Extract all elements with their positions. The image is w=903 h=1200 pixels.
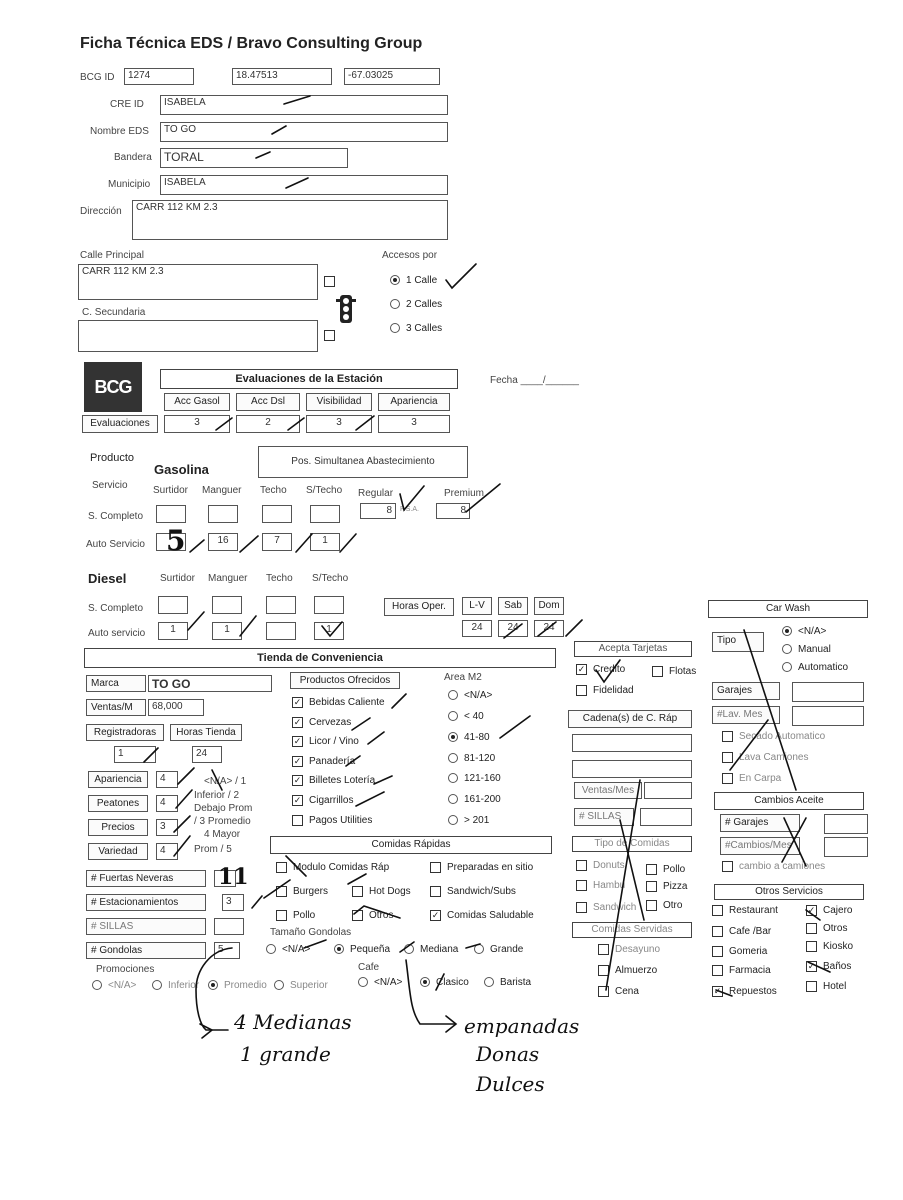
lav-mes-label[interactable]: #Lav. Mes [712, 706, 780, 724]
area-option-121-160[interactable]: 121-160 [448, 773, 501, 784]
otros-hotel[interactable]: Hotel [806, 981, 846, 992]
peatones-label[interactable]: Peatones [88, 795, 148, 812]
garajes-field[interactable] [792, 682, 864, 702]
gas-s-completo-manguer[interactable] [208, 505, 238, 523]
handwritten-note-donas: Donas [476, 1042, 540, 1066]
servida-desayuno[interactable]: Desayuno [598, 944, 660, 955]
comidas-rapidas-header: Comidas Rápidas [270, 836, 552, 854]
eval-col-visibilidad[interactable]: Visibilidad [306, 393, 372, 411]
area-option-40[interactable]: < 40 [448, 711, 484, 722]
otros-kiosko[interactable]: Kiosko [806, 941, 853, 952]
comida-burgers[interactable]: Burgers [276, 886, 328, 897]
ventas-mes-c-label[interactable]: Ventas/Mes [574, 782, 642, 799]
registradoras-field[interactable]: 1 [114, 746, 156, 763]
peatones-field[interactable]: 4 [156, 795, 178, 812]
municipio-label: Municipio [108, 179, 151, 190]
municipio-field[interactable]: ISABELA [160, 175, 448, 195]
precios-field[interactable]: 3 [156, 819, 178, 836]
producto-cervezas[interactable]: ✓ Cervezas [293, 717, 352, 729]
cafe-option-barista[interactable]: Barista [484, 977, 531, 988]
otros-gomeria[interactable]: Gomeria [712, 946, 767, 957]
tipo-pollo[interactable]: Pollo [646, 864, 685, 875]
gas-auto-servicio-label: Auto Servicio [86, 539, 145, 550]
evaluaciones-header: Evaluaciones de la Estación [160, 369, 458, 389]
dsl-auto-surtidor[interactable]: 1 [158, 622, 188, 640]
marca-label[interactable]: Marca [86, 675, 146, 692]
diesel-title: Diesel [88, 571, 127, 586]
dsl-auto-stecho[interactable]: 1 [314, 622, 344, 640]
dsl-auto-manguer[interactable]: 1 [212, 622, 242, 640]
traffic-light-icon [336, 294, 356, 327]
comidas-servidas-header: Comidas Servidas [572, 922, 692, 938]
comida-hotdogs[interactable]: Hot Dogs [352, 886, 411, 897]
ventas-mes-label[interactable]: Ventas/M [86, 699, 146, 716]
apariencia-field[interactable]: 4 [156, 771, 178, 788]
nombre-eds-label: Nombre EDS [90, 126, 149, 137]
bandera-label: Bandera [114, 152, 152, 163]
sillas-c-field[interactable] [640, 808, 692, 826]
otros-otros[interactable]: Otros [806, 923, 847, 934]
producto-licor[interactable]: ✓ Licor / Vino [293, 736, 359, 748]
tipo-hambu[interactable]: Hambu [576, 880, 625, 891]
servida-almuerzo[interactable]: Almuerzo [598, 965, 657, 976]
accesos-label: Accesos por [382, 250, 438, 261]
tamano-option-grande[interactable]: Grande [474, 944, 523, 955]
servicio-label: Servicio [92, 480, 128, 491]
horas-dom-field[interactable]: 24 [534, 620, 564, 637]
nombre-eds-field[interactable]: TO GO [160, 122, 448, 142]
scale-2: Inferior / 2 [194, 790, 240, 801]
carwash-en-carpa[interactable]: En Carpa [722, 773, 781, 784]
otros-cajero[interactable]: ✓ Cajero [807, 905, 853, 917]
sillas-label[interactable]: # SILLAS [86, 918, 206, 935]
dsl-auto-techo[interactable] [266, 622, 296, 640]
accesos-option-2[interactable]: 2 Calles [390, 299, 442, 310]
regular-field[interactable]: 8 [360, 503, 396, 519]
longitude-field[interactable]: -67.03025 [344, 68, 440, 85]
calle-checkbox-1[interactable] [324, 276, 341, 287]
car-wash-tipo-label[interactable]: Tipo [712, 632, 764, 652]
promociones-label: Promociones [96, 964, 155, 975]
evaluaciones-button[interactable]: Evaluaciones [82, 415, 158, 433]
pos-simultanea-button[interactable]: Pos. Simultanea Abastecimiento [258, 446, 468, 478]
area-option-81-120[interactable]: 81-120 [448, 753, 495, 764]
promo-option-inferior[interactable]: Inferior [152, 980, 199, 991]
tarjeta-fidelidad[interactable]: Fidelidad [576, 685, 634, 696]
gas-s-completo-label: S. Completo [88, 511, 144, 522]
handwritten-note-medianas: 4 Medianas [234, 1010, 352, 1034]
bandera-field[interactable]: TORAL [160, 148, 348, 168]
dsl-s-completo-stecho[interactable] [314, 596, 344, 614]
handwritten-note-dulces: Dulces [476, 1072, 545, 1096]
horas-tienda-field[interactable]: 24 [192, 746, 222, 763]
carwash-lava-camiones[interactable]: Lava Camiones [722, 752, 808, 763]
estacionamientos-field[interactable]: 3 [222, 894, 244, 911]
dsl-auto-servicio-label: Auto servicio [88, 628, 146, 639]
cafe-option-clasico[interactable]: Clasico [420, 977, 469, 988]
eval-col-apariencia[interactable]: Apariencia [378, 393, 450, 411]
gas-col-stecho: S/Techo [306, 485, 343, 496]
dsl-col-stecho: S/Techo [312, 573, 349, 584]
garajes-label[interactable]: Garajes [712, 682, 780, 700]
variedad-field[interactable]: 4 [156, 843, 178, 860]
garajes2-field[interactable] [824, 814, 868, 834]
area-option-201[interactable]: > 201 [448, 815, 489, 826]
scale-5: 4 Mayor [204, 829, 241, 840]
calle-principal-field[interactable]: CARR 112 KM 2.3 [78, 264, 318, 300]
tipo-otro[interactable]: Otro [646, 900, 682, 911]
area-m2-label: Area M2 [444, 672, 482, 683]
promo-option-na[interactable]: <N/A> [92, 980, 136, 991]
horas-col-sab[interactable]: Sab [498, 597, 528, 615]
car-wash-header: Car Wash [708, 600, 868, 618]
otros-restaurant[interactable]: Restaurant [712, 905, 778, 916]
eval-value-visibilidad[interactable]: 3 [306, 415, 372, 433]
page-title: Ficha Técnica EDS / Bravo Consulting Group [80, 35, 423, 52]
gas-s-completo-techo[interactable] [262, 505, 292, 523]
producto-pagos[interactable]: Pagos Utilities [292, 815, 372, 826]
comida-otros[interactable]: Otros [352, 910, 393, 921]
cadena-field-2[interactable] [572, 760, 692, 778]
premium-field[interactable]: 8 [436, 503, 470, 519]
gas-s-completo-surtidor[interactable] [156, 505, 186, 523]
eval-col-acc-dsl[interactable]: Acc Dsl [236, 393, 300, 411]
apariencia-label[interactable]: Apariencia [88, 771, 148, 788]
bcg-logo: BCG [84, 362, 142, 412]
sillas-field[interactable] [214, 918, 244, 935]
bcg-id-label: BCG ID [80, 72, 115, 83]
gas-col-techo: Techo [260, 485, 287, 496]
dsl-col-manguer: Manguer [208, 573, 248, 584]
latitude-field[interactable]: 18.47513 [232, 68, 332, 85]
tarjeta-credito[interactable]: ✓ Credito [577, 664, 626, 676]
producto-label: Producto [90, 452, 135, 464]
horas-lv-field[interactable]: 24 [462, 620, 492, 637]
eval-value-acc-gasol[interactable]: 3 [164, 415, 230, 433]
gas-col-surtidor: Surtidor [153, 485, 189, 496]
carwash-option-automatico[interactable]: Automatico [782, 662, 848, 673]
scale-6: Prom / 5 [194, 844, 232, 855]
cafe-option-na[interactable]: <N/A> [358, 977, 402, 988]
ventas-mes-field[interactable]: 68,000 [148, 699, 204, 716]
c-secundaria-field[interactable] [78, 320, 318, 352]
tipo-sandwich[interactable]: Sandwich [576, 902, 636, 913]
producto-billetes[interactable]: ✓ Billetes Lotería [293, 775, 376, 787]
cafe-label: Cafe [358, 962, 380, 973]
gas-auto-stecho[interactable]: 1 [310, 533, 340, 551]
carwash-secado[interactable]: Secado Automatico [722, 731, 825, 742]
precios-label[interactable]: Precios [88, 819, 148, 836]
gasolina-title: Gasolina [154, 462, 209, 477]
horas-col-lv[interactable]: L-V [462, 597, 492, 615]
calle-checkbox-2[interactable] [324, 330, 341, 341]
handwritten-note-empanadas: empanadas [464, 1014, 580, 1038]
horas-oper-button[interactable]: Horas Oper. [384, 598, 454, 616]
direccion-field[interactable]: CARR 112 KM 2.3 [132, 200, 448, 240]
premium-label: Premium [444, 488, 485, 499]
tipo-comidas-header: Tipo de Comidas [572, 836, 692, 852]
producto-bebidas[interactable]: ✓ Bebidas Caliente [293, 697, 385, 709]
c-secundaria-label: C. Secundaria [82, 307, 146, 318]
fuertas-neveras-value: 11 [218, 864, 249, 890]
cadena-field-1[interactable] [572, 734, 692, 752]
gas-auto-surtidor-value: 5 [166, 524, 186, 557]
cre-id-field[interactable]: ISABELA [160, 95, 448, 115]
cambios-mes-label[interactable]: #Cambios/Mes [720, 837, 800, 855]
producto-cigarrillos[interactable]: ✓ Cigarrillos [293, 795, 354, 807]
area-option-161-200[interactable]: 161-200 [448, 794, 501, 805]
tamano-option-mediana[interactable]: Mediana [404, 944, 458, 955]
dsl-s-completo-surtidor[interactable] [158, 596, 188, 614]
fecha-label: Fecha ____/______ [490, 375, 579, 386]
comida-saludable[interactable]: ✓ Comidas Saludable [431, 910, 534, 922]
area-option-na[interactable]: <N/A> [448, 690, 492, 701]
promo-option-promedio[interactable]: Promedio [208, 980, 267, 991]
tipo-donuts[interactable]: Donuts [576, 860, 625, 871]
direccion-label: Dirección [80, 206, 122, 217]
tarjeta-flotas[interactable]: Flotas [652, 666, 696, 677]
comida-pollo[interactable]: Pollo [276, 910, 315, 921]
eval-col-acc-gasol[interactable]: Acc Gasol [164, 393, 230, 411]
calle-principal-label: Calle Principal [80, 250, 144, 261]
horas-sab-field[interactable]: 24 [498, 620, 528, 637]
dsl-col-surtidor: Surtidor [160, 573, 196, 584]
garajes2-label[interactable]: # Garajes [720, 814, 800, 832]
cre-id-label: CRE ID [110, 99, 144, 110]
cadena-label[interactable]: Cadena(s) de C. Ráp [568, 710, 692, 728]
cambios-aceite-header: Cambios Aceite [714, 792, 864, 810]
dsl-col-techo: Techo [266, 573, 293, 584]
psa-label: P.S.A. [400, 506, 419, 513]
tienda-header: Tienda de Conveniencia [84, 648, 556, 668]
scale-1: <N/A> / 1 [204, 776, 247, 787]
horas-tienda-label[interactable]: Horas Tienda [170, 724, 242, 741]
comida-preparadas[interactable]: Preparadas en sitio [430, 862, 533, 873]
otros-farmacia[interactable]: Farmacia [712, 965, 771, 976]
otros-servicios-header: Otros Servicios [714, 884, 864, 900]
gas-s-completo-stecho[interactable] [310, 505, 340, 523]
regular-label: Regular [358, 488, 394, 499]
variedad-label[interactable]: Variedad [88, 843, 148, 860]
tamano-option-na[interactable]: <N/A> [266, 944, 310, 955]
carwash-option-manual[interactable]: Manual [782, 644, 831, 655]
registradoras-label[interactable]: Registradoras [86, 724, 164, 741]
servida-cena[interactable]: Cena [598, 986, 639, 997]
comida-sandwich[interactable]: Sandwich/Subs [430, 886, 516, 897]
dsl-s-completo-label: S. Completo [88, 603, 144, 614]
lav-mes-field[interactable] [792, 706, 864, 726]
tamano-gondolas-label: Tamaño Gondolas [270, 927, 352, 938]
productos-ofrecidos-label[interactable]: Productos Ofrecidos [290, 672, 400, 689]
eval-value-apariencia[interactable]: 3 [378, 415, 450, 433]
otros-repuestos[interactable]: ✓ Repuestos [713, 986, 777, 998]
bcg-id-field[interactable]: 1274 [124, 68, 194, 85]
otros-banos[interactable]: ✓ Baños [807, 961, 852, 973]
estacionamientos-label[interactable]: # Estacionamientos [86, 894, 206, 911]
gas-auto-techo[interactable]: 7 [262, 533, 292, 551]
tipo-pizza[interactable]: Pizza [646, 881, 687, 892]
scale-3: Debajo Prom [194, 803, 253, 814]
gas-col-manguer: Manguer [202, 485, 242, 496]
fuertas-neveras-label[interactable]: # Fuertas Neveras [86, 870, 206, 887]
gas-auto-manguer[interactable]: 16 [208, 533, 238, 551]
comida-modulo[interactable]: Modulo Comidas Ráp [276, 862, 389, 873]
horas-col-dom[interactable]: Dom [534, 597, 564, 615]
dsl-s-completo-techo[interactable] [266, 596, 296, 614]
tamano-option-pequena[interactable]: Pequeña [334, 944, 390, 955]
gondolas-label[interactable]: # Gondolas [86, 942, 206, 959]
handwritten-note-grande: 1 grande [240, 1042, 331, 1066]
gondolas-field[interactable]: 5 [214, 942, 240, 959]
cambios-mes-field[interactable] [824, 837, 868, 857]
accesos-option-3[interactable]: 3 Calles [390, 323, 442, 334]
producto-panaderia[interactable]: ✓ Panadería [293, 756, 356, 768]
accesos-option-1[interactable]: 1 Calle [390, 275, 437, 286]
sillas-c-label[interactable]: # SILLAS [574, 808, 634, 826]
carwash-option-na[interactable]: <N/A> [782, 626, 826, 637]
cambio-camiones[interactable]: cambio a camiones [722, 861, 825, 872]
dsl-s-completo-manguer[interactable] [212, 596, 242, 614]
ventas-mes-c-field[interactable] [644, 782, 692, 799]
eval-value-acc-dsl[interactable]: 2 [236, 415, 300, 433]
area-option-41-80[interactable]: 41-80 [448, 732, 490, 743]
scale-4: / 3 Promedio [194, 816, 251, 827]
otros-cafe-bar[interactable]: Cafe /Bar [712, 926, 771, 937]
acepta-tarjetas-header: Acepta Tarjetas [574, 641, 692, 657]
promo-option-superior[interactable]: Superior [274, 980, 328, 991]
marca-field[interactable]: TO GO [148, 675, 272, 692]
